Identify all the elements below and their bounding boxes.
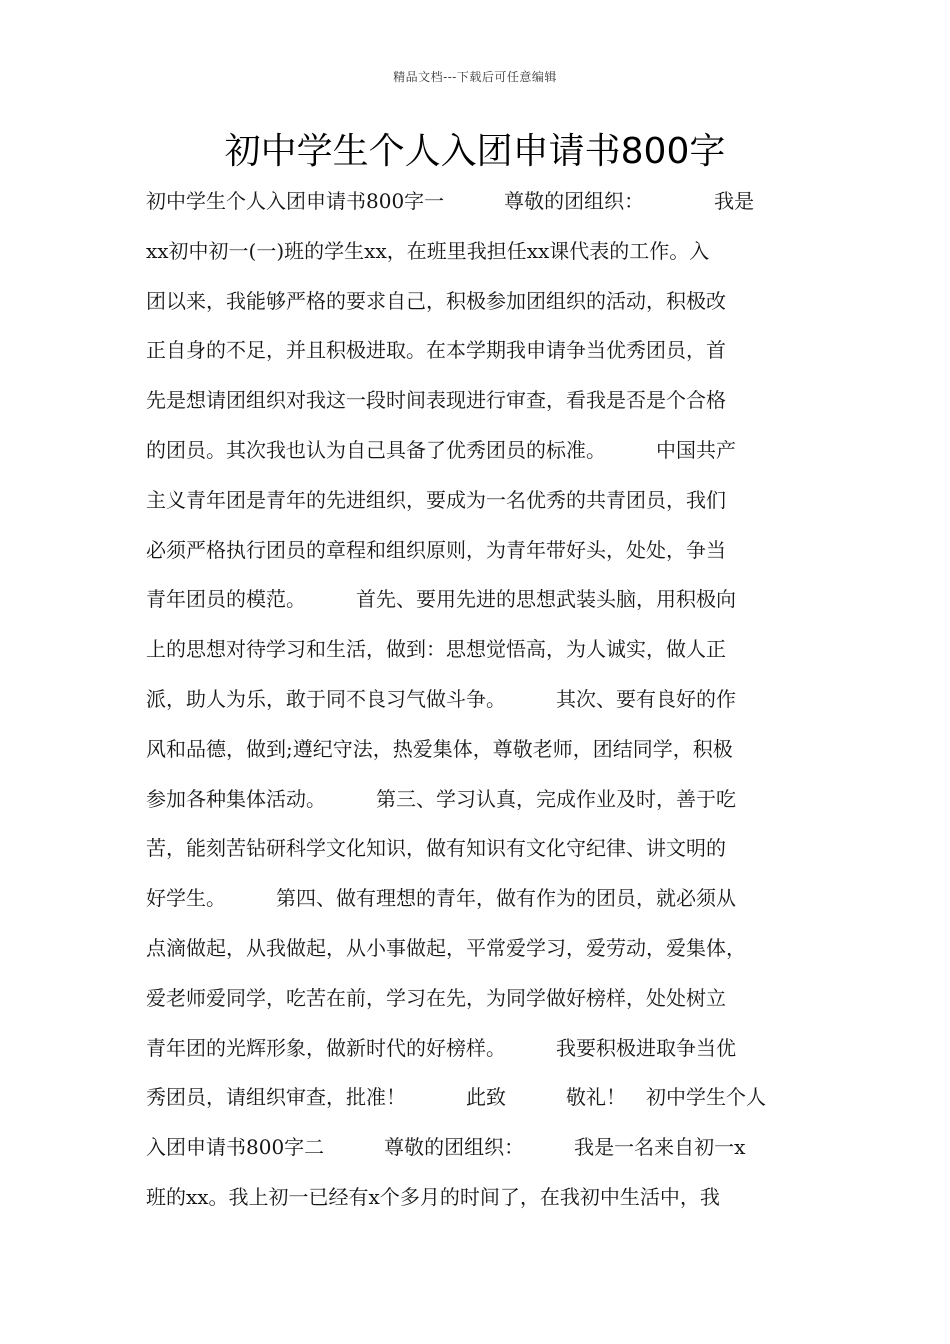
body-line-21: 班的xx。我上初一已经有x个多月的时间了，在我初中生活中，我	[146, 1184, 720, 1209]
body-line-5: 先是想请团组织对我这一段时间表现进行审查，看我是否是个合格	[146, 388, 726, 413]
body-line-2: xx初中初一(一)班的学生xx，在班里我担任xx课代表的工作。入	[146, 238, 710, 263]
document-title: 初中学生个人入团申请书800字	[224, 131, 726, 172]
body-line-18: 青年团的光辉形象，做新时代的好榜样。 我要积极进取争当优	[146, 1035, 736, 1060]
body-line-11: 派，助人为乐，敢于同不良习气做斗争。 其次、要有良好的作	[146, 686, 736, 711]
body-line-9: 青年团员的模范。 首先、要用先进的思想武装头脑，用积极向	[146, 587, 736, 612]
body-line-4: 正自身的不足，并且积极进取。在本学期我申请争当优秀团员，首	[146, 338, 726, 363]
header-note: 精品文档---下载后可任意编辑	[393, 70, 557, 84]
body-line-1: 初中学生个人入团申请书800字一 尊敬的团组织： 我是	[146, 189, 755, 213]
body-line-8: 必须严格执行团员的章程和组织原则，为青年带好头，处处，争当	[146, 537, 726, 562]
body-line-13: 参加各种集体活动。 第三、学习认真，完成作业及时，善于吃	[146, 786, 736, 811]
body-line-14: 苦，能刻苦钻研科学文化知识，做有知识有文化守纪律、讲文明的	[146, 836, 726, 861]
body-line-3: 团以来，我能够严格的要求自己，积极参加团组织的活动，积极改	[146, 288, 726, 313]
body-line-20: 入团申请书800字二 尊敬的团组织： 我是一名来自初一x	[146, 1135, 746, 1160]
body-line-15: 好学生。 第四、做有理想的青年，做有作为的团员，就必须从	[146, 886, 736, 911]
body-line-12: 风和品德，做到;遵纪守法，热爱集体，尊敬老师，团结同学，积极	[146, 736, 733, 761]
body-line-10: 上的思想对待学习和生活，做到：思想觉悟高，为人诚实，做人正	[146, 637, 726, 662]
document-body	[146, 180, 826, 1226]
body-line-7: 主义青年团是青年的先进组织，要成为一名优秀的共青团员，我们	[146, 487, 726, 512]
body-line-16: 点滴做起，从我做起，从小事做起，平常爱学习，爱劳动，爱集体，	[146, 935, 746, 960]
body-line-6: 的团员。其次我也认为自己具备了优秀团员的标准。 中国共产	[146, 437, 736, 462]
body-line-19: 秀团员，请组织审查，批准！ 此致 敬礼！ 初中学生个人	[146, 1085, 766, 1110]
body-line-17: 爱老师爱同学，吃苦在前，学习在先，为同学做好榜样，处处树立	[146, 985, 726, 1010]
